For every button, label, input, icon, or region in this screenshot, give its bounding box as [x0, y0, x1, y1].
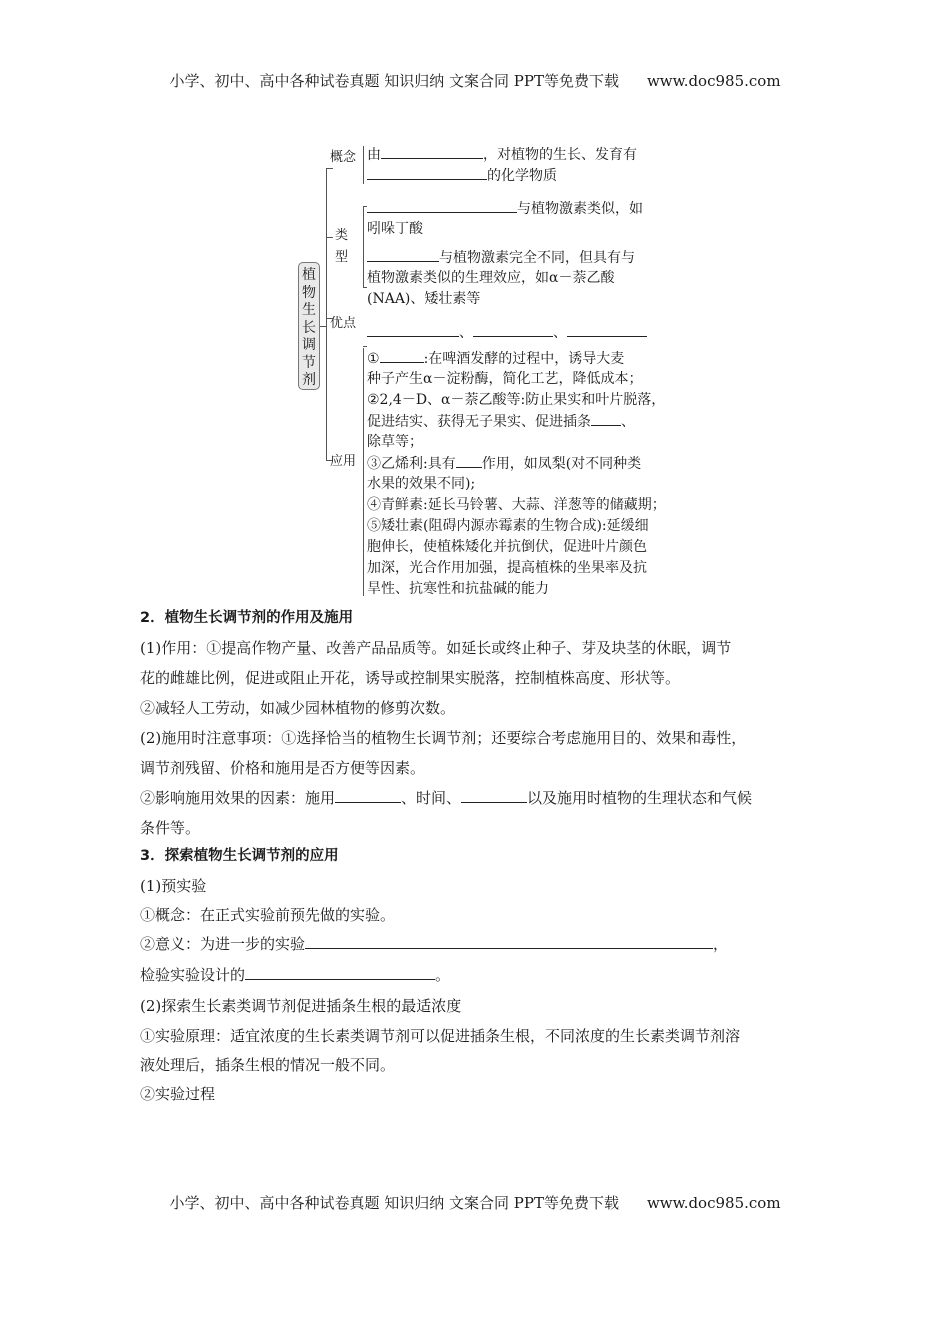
s3-process: ②实验过程	[140, 1085, 216, 1103]
map-trunk-line	[326, 168, 327, 460]
blank[interactable]	[305, 934, 713, 949]
app-2-line-1: ②2,4－D、α－萘乙酸等:防止果实和叶片脱落，	[367, 392, 666, 408]
map-branch-line	[326, 237, 333, 238]
s3-significance	[140, 929, 830, 959]
concept-line-1	[367, 144, 637, 166]
section-3-heading: 3．探索植物生长调节剂的应用	[140, 848, 339, 864]
blank[interactable]	[591, 411, 621, 426]
advantages-blanks	[367, 322, 647, 344]
s3-check-pre: 检验实验设计的	[140, 966, 246, 984]
blank[interactable]	[456, 453, 482, 468]
map-branch-line	[326, 168, 333, 169]
app-2-line-3: 除草等；	[367, 434, 423, 450]
concept-prefix: 由	[367, 147, 381, 163]
blank[interactable]	[367, 247, 439, 262]
label-advantages: 优点	[330, 316, 357, 331]
label-applications: 应用	[330, 454, 357, 469]
s3-check-post: 。	[435, 966, 451, 984]
type-2-line-2: 植物激素类似的生理效应，如α－萘乙酸	[367, 270, 615, 286]
blank[interactable]	[367, 165, 487, 180]
concept-line1-text: ，对植物的生长、发育有	[483, 147, 637, 163]
app-5-line-4: 旱性、抗寒性和抗盐碱的能力	[367, 581, 549, 597]
header-site: www.doc985.com	[646, 72, 781, 90]
app-5-line-2: 胞伸长，使植株矮化并抗倒伏，促进叶片颜色	[367, 539, 647, 555]
blank[interactable]	[335, 788, 401, 803]
s2-p1-line2: 花的雌雄比例，促进或阻止开花，诱导或控制果实脱落，控制植株高度、形状等。	[140, 669, 681, 687]
type-1-line-1	[367, 198, 643, 220]
type-2-text: 与植物激素完全不同，但具有与	[439, 250, 635, 266]
advantages-separator: 、	[553, 325, 567, 341]
bracket-applications	[363, 348, 364, 596]
s3-significance-pre: ②意义：为进一步的实验	[140, 935, 306, 953]
s2-p3-line1: (2)施用时注意事项：①选择恰当的植物生长调节剂；还要综合考虑施用目的、效果和毒性，	[140, 729, 747, 747]
app-1-line-2: 种子产生α－淀粉酶，简化工艺，降低成本；	[367, 371, 643, 387]
s2-p1-line1: (1)作用：①提高作物产量、改善产品品质等。如延长或终止种子、芽及块茎的休眠，调节	[140, 639, 732, 657]
s2-p2: ②减轻人工劳动，如减少园林植物的修剪次数。	[140, 699, 456, 717]
map-title: 植物生长调节剂	[298, 262, 320, 390]
blank[interactable]	[367, 198, 517, 213]
app-3-text: ③乙烯利:具有	[367, 456, 456, 472]
s2-p4-line2: 条件等。	[140, 819, 201, 837]
blank[interactable]	[245, 965, 435, 980]
app-1-prefix: ①	[367, 351, 380, 367]
page-header	[0, 70, 950, 91]
app-4-line: ④青鲜素:延长马铃薯、大蒜、洋葱等的储藏期；	[367, 497, 666, 513]
page-footer	[0, 1192, 950, 1213]
bracket-concept	[363, 146, 364, 184]
s3-principle-line1: ①实验原理：适宜浓度的生长素类调节剂可以促进插条生根，不同浓度的生长素类调节剂溶	[140, 1027, 741, 1045]
app-3-suffix: 作用，如凤梨(对不同种类	[481, 456, 642, 472]
blank[interactable]	[473, 322, 553, 337]
footer-site: www.doc985.com	[646, 1194, 781, 1212]
app-3-line-1	[367, 453, 641, 475]
s2-p3-line2: 调节剂残留、价格和施用是否方便等因素。	[140, 759, 426, 777]
bracket-advantages	[363, 346, 367, 347]
blank[interactable]	[367, 322, 459, 337]
label-type-1: 类	[335, 228, 349, 243]
s3-explore-heading: (2)探索生长素类调节剂促进插条生根的最适浓度	[140, 997, 462, 1015]
section-2-heading: 2．植物生长调节剂的作用及施用	[140, 610, 354, 626]
concept-map	[290, 140, 670, 610]
app-2-line-2	[367, 411, 635, 433]
type-2-line-3: (NAA)、矮壮素等	[367, 291, 481, 307]
header-text: 小学、初中、高中各种试卷真题 知识归纳 文案合同 PPT等免费下载	[169, 72, 619, 90]
app-2-text: 促进结实、获得无子果实、促进插条	[367, 414, 591, 430]
type-2-line-1	[367, 247, 635, 269]
type-1-line-2: 吲哚丁酸	[367, 221, 423, 237]
s3-concept: ①概念：在正式实验前预先做的实验。	[140, 906, 396, 924]
label-concept: 概念	[330, 150, 357, 165]
bracket-types	[363, 206, 364, 288]
app-5-line-1: ⑤矮壮素(阻碍内源赤霉素的生物合成):延缓细	[367, 518, 649, 534]
app-1-line-1	[367, 348, 624, 370]
concept-line-2	[367, 165, 557, 187]
footer-text: 小学、初中、高中各种试卷真题 知识归纳 文案合同 PPT等免费下载	[169, 1194, 619, 1212]
app-5-line-3: 加深，光合作用加强，提高植株的坐果率及抗	[367, 560, 647, 576]
s2-p4-pre: ②影响施用效果的因素：施用	[140, 789, 336, 807]
s2-p4-line1	[140, 783, 830, 813]
concept-line2-text: 的化学物质	[487, 168, 557, 184]
blank[interactable]	[567, 322, 647, 337]
type-1-text: 与植物激素类似，如	[517, 201, 643, 217]
app-2-suffix: 、	[621, 414, 635, 430]
s2-p4-post: 以及施用时植物的生理状态和气候	[527, 789, 753, 807]
label-type-2: 型	[335, 250, 349, 265]
s3-significance-post: ，	[713, 935, 729, 953]
s3-check	[140, 960, 830, 990]
app-3-line-2: 水果的效果不同);	[367, 476, 476, 492]
advantages-separator: 、	[459, 325, 473, 341]
blank[interactable]	[461, 788, 527, 803]
app-1-text: :在啤酒发酵的过程中，诱导大麦	[423, 351, 625, 367]
blank[interactable]	[380, 348, 424, 363]
s2-p4-mid: 、时间、	[401, 789, 462, 807]
s3-principle-line2: 液处理后，插条生根的情况一般不同。	[140, 1056, 396, 1074]
s3-pre-experiment: (1)预实验	[140, 877, 207, 895]
blank[interactable]	[381, 144, 483, 159]
